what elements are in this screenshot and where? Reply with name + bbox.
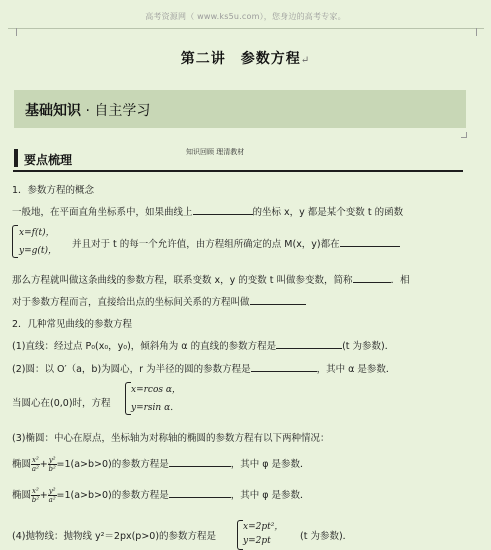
numerator: y² [48, 487, 56, 495]
numerator: y² [48, 456, 56, 464]
fraction [48, 456, 57, 473]
p1-heading: 1．参数方程的概念 [12, 185, 95, 196]
corner-mark-left [8, 28, 17, 36]
p1-line2 [72, 236, 400, 250]
p1-line1 [12, 204, 403, 218]
corner-mark-right [476, 28, 485, 36]
text: (2)圆：以 O′（a，b)为圆心，r 为半径的圆的参数方程是 [12, 364, 251, 375]
denominator: b² [31, 496, 40, 504]
equation: x=rcos α， [131, 385, 181, 395]
header-rule [8, 28, 484, 29]
denominator: a² [31, 465, 39, 473]
fraction [31, 487, 40, 504]
answer-blank [193, 205, 253, 215]
p2-line5: (4)抛物线：抛物线 y²＝2px(p>0)的参数方程是 [12, 531, 217, 542]
equation: y=g(t)， [19, 246, 58, 256]
equation: x=f(t)， [19, 228, 55, 238]
ellipse-line1: 椭圆 $\frac{\text{x²}}{\text{a²}}$ + $\frac{\text{y²}}{\text{b²}}$ =1(a>b>0)的参数方程是 ，其中 φ 是参数． [12, 456, 310, 473]
text: ，其中 φ 是参数． [230, 459, 310, 470]
equation: x=2pt²， [243, 522, 284, 532]
text: =1(a>b>0)的参数方程是 [56, 490, 169, 501]
section-subtitle: 知识回顾 理清教材 [186, 148, 245, 156]
text: 椭圆 [12, 459, 32, 470]
header-watermark: 高考资源网（ www.ks5u.com），您身边的高考专家。 [145, 12, 346, 21]
page-title [0, 48, 491, 68]
text: 对于参数方程而言，直接给出点的坐标间关系的方程叫做 [12, 297, 250, 308]
text: ，其中 φ 是参数． [230, 490, 310, 501]
equation: y=rsin α． [131, 403, 180, 413]
text: (t 为参数)． [342, 341, 395, 352]
answer-blank [276, 339, 342, 349]
band-label-rest: · 自主学习 [85, 103, 151, 119]
p2-line4: (3)椭圆：中心在原点，坐标轴为对称轴的椭圆的参数方程有以下两种情况： [12, 433, 330, 444]
numerator: x² [32, 487, 39, 495]
p2-line2 [12, 361, 395, 375]
answer-blank [250, 295, 306, 305]
fraction [31, 456, 40, 473]
numerator: x² [32, 456, 39, 464]
ellipse-line2: 椭圆 $\frac{\text{x²}}{\text{b²}}$ + $\frac{\text{y²}}{\text{a²}}$ =1(a>b>0)的参数方程是 ，其中 φ 是参数． [12, 487, 310, 504]
page-title-text: 第二讲 参数方程 [180, 51, 301, 67]
text: 并且对于 t 的每一个允许值，由方程组所确定的点 M(x，y)都在 [72, 239, 340, 250]
corner-mark [461, 132, 467, 138]
p2-line1 [12, 338, 394, 352]
p2-line5-tail: (t 为参数)． [300, 531, 353, 542]
p1-line4 [12, 294, 306, 308]
answer-blank [169, 457, 231, 467]
p1-line3 [12, 272, 410, 286]
denominator: a² [48, 496, 56, 504]
section-bar [14, 149, 18, 167]
section-title: 要点梳理 [24, 153, 73, 167]
p2-line3: 当圆心在(0,0)时，方程 [12, 398, 111, 409]
text: 那么方程就叫做这条曲线的参数方程，联系变数 x，y 的变数 t 叫做参变数，简称 [12, 275, 353, 286]
fraction [48, 487, 57, 504]
answer-blank [353, 273, 391, 283]
p2-heading: 2．几种常见曲线的参数方程 [12, 319, 133, 330]
text: (1)直线：经过点 P₀(x₀，y₀)，倾斜角为 α 的直线的参数方程是 [12, 341, 277, 352]
band-label-bold: 基础知识 [25, 103, 81, 119]
equation: y=2pt [243, 536, 271, 546]
text: =1(a>b>0)的参数方程是 [56, 459, 169, 470]
text: ．相 [390, 275, 410, 286]
answer-blank [340, 237, 400, 247]
answer-blank [169, 488, 231, 498]
text: 椭圆 [12, 490, 32, 501]
answer-blank [251, 362, 317, 372]
text: 一般地，在平面直角坐标系中，如果曲线上 [12, 207, 193, 218]
system-brace [12, 225, 18, 258]
band-label [25, 100, 150, 120]
paragraph-mark-icon: ↵ [300, 55, 311, 66]
text: 的坐标 x，y 都是某个变数 t 的函数 [252, 207, 404, 218]
text: ，其中 α 是参数． [316, 364, 396, 375]
denominator: b² [48, 465, 56, 473]
